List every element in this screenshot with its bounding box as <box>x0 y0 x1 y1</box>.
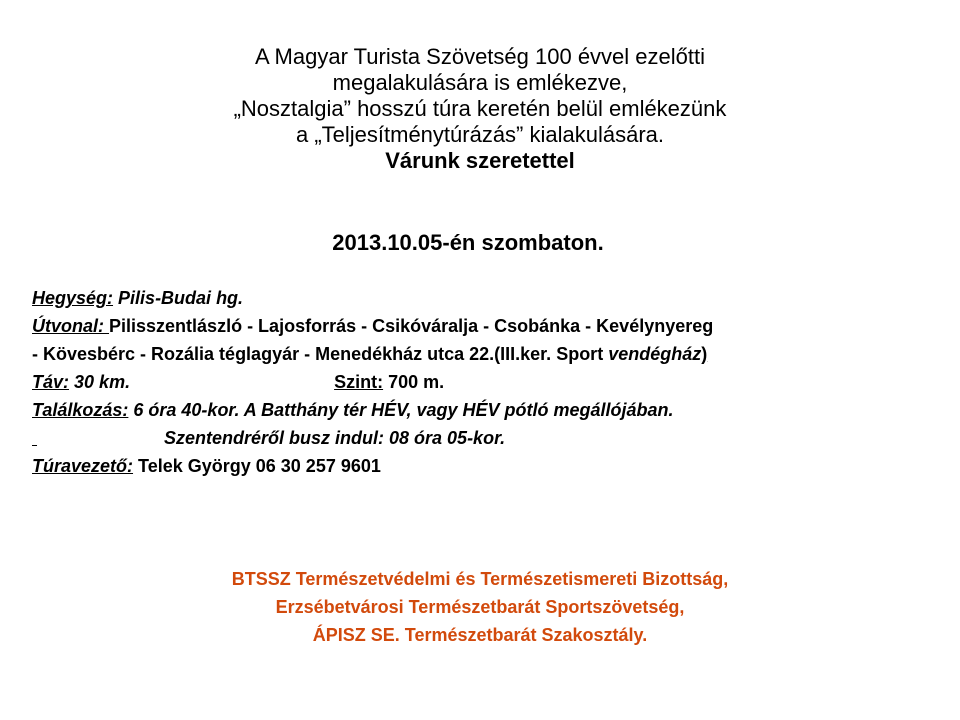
talalkozas-value: 6 óra 40-kor. A Batthány tér HÉV, vagy HÉV pótló megállójában. <box>133 400 674 420</box>
detail-row-utvonal <box>32 312 937 340</box>
intro-text <box>0 44 960 174</box>
utvonal-value-2b: vendégház <box>608 344 702 364</box>
szint-label: Szint: <box>334 372 384 392</box>
busz-indent <box>32 424 164 452</box>
detail-row-turavezeto <box>32 452 937 480</box>
intro-line-2: megalakulására is emlékezve, <box>332 70 628 95</box>
tav-value: 30 km. <box>74 372 131 392</box>
organizer-line-1: BTSSZ Természetvédelmi és Természetismereti Bizottság, <box>231 569 729 589</box>
utvonal-value-2c: ) <box>701 344 708 364</box>
hegyseg-value: Pilis-Budai hg. <box>118 288 244 308</box>
talalkozas-label: Találkozás: <box>32 400 129 420</box>
intro-line-4: a „Teljesítménytúrázás” kialakulására. <box>295 122 665 147</box>
turavezeto-value: Telek György 06 30 257 9601 <box>138 456 381 476</box>
detail-row-busz <box>32 424 937 452</box>
detail-row-tav-szint <box>32 368 937 396</box>
organizer-line-3: ÁPISZ SE. Természetbarát Szakosztály. <box>312 625 648 645</box>
busz-value: Szentendréről busz indul: 08 óra 05-kor. <box>164 428 506 448</box>
detail-row-hegyseg <box>32 284 937 312</box>
event-date: 2013.10.05-én szombaton. <box>332 230 604 255</box>
szint-value: 700 m. <box>388 372 445 392</box>
welcome-line: Várunk szeretettel <box>385 148 575 173</box>
utvonal-value-2a: - Kövesbérc - Rozália téglagyár - Menedékház utca 22.(III.ker. Sport <box>32 344 609 364</box>
tav-label: Táv: <box>32 372 70 392</box>
intro-line-3: „Nosztalgia” hosszú túra keretén belül emlékezünk <box>233 96 727 121</box>
event-details <box>32 284 937 480</box>
turavezeto-label: Túravezető: <box>32 456 134 476</box>
organizers <box>0 565 960 649</box>
detail-row-utvonal-cont <box>32 340 937 368</box>
detail-row-talalkozas <box>32 396 937 424</box>
hegyseg-label: Hegység: <box>32 288 114 308</box>
utvonal-value-1: Pilisszentlászló - Lajosforrás - Csikóváralja - Csobánka - Kevélynyereg <box>109 316 714 336</box>
organizer-line-2: Erzsébetvárosi Természetbarát Sportszövetség, <box>275 597 685 617</box>
utvonal-label: Útvonal: <box>32 316 110 336</box>
intro-line-1: A Magyar Turista Szövetség 100 évvel ezelőtti <box>254 44 705 69</box>
